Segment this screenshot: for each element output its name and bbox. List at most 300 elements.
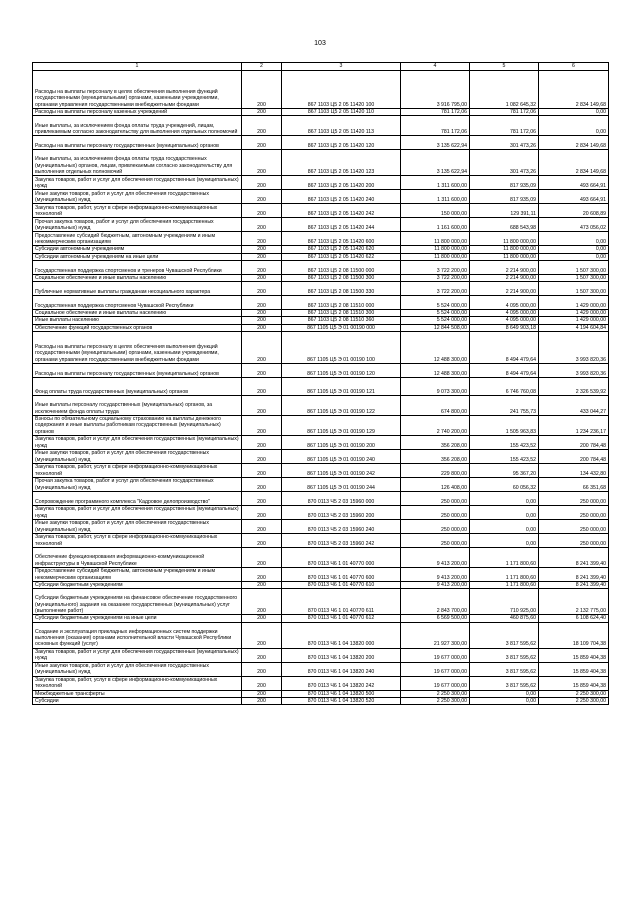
row-planned: 19 677 000,00 [401,662,470,676]
table-row [33,253,609,260]
row-planned: 3 916 795,00 [401,71,470,109]
row-classification: 870 0113 Ч6 1 01 40770 612 [282,615,401,622]
row-code: 200 [242,534,282,548]
table-row [33,622,609,648]
table-row [33,317,609,324]
row-name: Субсидии [33,697,242,704]
table-row [33,260,609,274]
row-planned: 5 524 000,00 [401,317,470,324]
row-name: Закупка товаров, работ и услуг для обеспечения государственных (муниципальных) нужд [33,436,242,450]
row-name: Закупка товаров, работ, услуг в сфере информационно-коммуникационных технологий [33,534,242,548]
row-planned: 12 844 508,00 [401,324,470,331]
row-planned: 3 722 200,00 [401,260,470,274]
row-executed: 0,00 [470,534,539,548]
row-planned: 19 677 000,00 [401,676,470,690]
row-classification: 870 0113 Ч6 1 04 13820 500 [282,690,401,697]
row-executed: 710 925,00 [470,589,539,615]
row-planned: 2 250 300,00 [401,697,470,704]
row-classification: 870 0113 Ч5 2 03 15960 242 [282,534,401,548]
row-code: 200 [242,190,282,204]
row-code: 200 [242,582,282,589]
row-remaining: 0,00 [539,116,609,136]
row-executed: 95 367,20 [470,464,539,478]
table-row [33,274,609,281]
row-executed: 0,00 [470,690,539,697]
row-code: 200 [242,253,282,260]
row-planned: 781 172,06 [401,109,470,116]
row-code: 200 [242,310,282,317]
row-remaining: 473 056,02 [539,218,609,232]
row-classification: 867 1105 Ц5 Э 01 00190 242 [282,464,401,478]
row-planned: 150 000,00 [401,204,470,218]
row-classification: 870 0113 Ч5 2 03 15960 000 [282,492,401,506]
budget-execution-table [32,62,609,705]
row-classification: 870 0113 Ч6 1 04 13820 520 [282,697,401,704]
row-remaining: 2 834 149,68 [539,136,609,150]
row-planned: 5 524 000,00 [401,310,470,317]
row-planned: 21 927 300,00 [401,622,470,648]
row-name: Иные выплаты, за исключением фонда оплаты труда учреждений, лицам, привлекаемым согласно законодательству для выполнения отдельных полномочий [33,116,242,136]
row-name: Иные закупки товаров, работ и услуг для обеспечения государственных (муниципальных) нужд [33,520,242,534]
row-executed: 4 095 000,00 [470,317,539,324]
table-row [33,697,609,704]
row-planned: 1 311 600,00 [401,176,470,190]
row-classification: 870 0113 Ч5 2 03 15960 200 [282,506,401,520]
row-name: Субсидии бюджетным учреждениям [33,582,242,589]
table-row [33,548,609,568]
row-classification: 867 1105 Ц5 Э 01 00190 244 [282,478,401,492]
row-code: 200 [242,478,282,492]
column-number: 3 [282,63,401,71]
row-remaining: 1 429 000,00 [539,310,609,317]
row-classification: 867 1103 Ц5 2 08 11510 300 [282,310,401,317]
row-code: 200 [242,324,282,331]
row-remaining: 250 000,00 [539,520,609,534]
row-planned: 229 800,00 [401,464,470,478]
row-executed: 460 875,60 [470,615,539,622]
row-planned: 9 413 200,00 [401,582,470,589]
row-planned: 11 800 000,00 [401,246,470,253]
row-executed: 1 082 645,32 [470,71,539,109]
row-remaining: 1 429 000,00 [539,296,609,310]
table-row [33,534,609,548]
row-remaining: 134 432,80 [539,464,609,478]
row-name: Фонд оплаты труда государственных (муниципальных) органов [33,378,242,396]
row-classification: 867 1103 Ц5 2 05 11420 244 [282,218,401,232]
row-remaining: 0,00 [539,232,609,246]
row-classification: 870 0113 Ч6 1 01 40770 000 [282,548,401,568]
row-executed: 688 543,98 [470,218,539,232]
row-executed: 11 800 000,00 [470,253,539,260]
row-name: Прочая закупка товаров, работ и услуг для обеспечения государственных (муниципальных) нужд [33,218,242,232]
table-row [33,378,609,396]
row-classification: 870 0113 Ч5 2 03 15960 240 [282,520,401,534]
row-name: Сопровождение программного комплекса "Кадровое делопроизводство" [33,492,242,506]
row-remaining: 6 108 624,40 [539,615,609,622]
row-classification: 867 1105 Ц5 Э 01 00190 100 [282,332,401,364]
row-code: 200 [242,109,282,116]
row-planned: 12 488 300,00 [401,364,470,378]
page-number: 103 [314,40,326,47]
row-planned: 250 000,00 [401,506,470,520]
row-remaining: 493 664,91 [539,176,609,190]
row-code: 200 [242,697,282,704]
row-planned: 19 677 000,00 [401,648,470,662]
row-code: 200 [242,204,282,218]
row-executed: 8 494 479,64 [470,332,539,364]
table-row [33,204,609,218]
row-classification: 870 0113 Ч6 1 04 13820 240 [282,662,401,676]
row-code: 200 [242,71,282,109]
table-row [33,450,609,464]
row-executed: 781 172,06 [470,109,539,116]
row-remaining: 2 250 300,00 [539,690,609,697]
row-name: Расходы на выплаты персоналу в целях обеспечения выполнения функций государственными (муниципальными) органами, казенными учреждениями, органами управления государственными внебюджетными фондами [33,71,242,109]
row-code: 200 [242,676,282,690]
row-name: Иные закупки товаров, работ и услуг для обеспечения государственных (муниципальных) нужд [33,662,242,676]
row-remaining: 1 507 300,00 [539,260,609,274]
row-planned: 2 843 700,00 [401,589,470,615]
column-number: 6 [539,63,609,71]
row-code: 200 [242,520,282,534]
row-classification: 867 1103 Ц5 2 05 11420 622 [282,253,401,260]
row-code: 200 [242,274,282,281]
column-number-row [33,63,609,71]
row-code: 200 [242,662,282,676]
row-code: 200 [242,506,282,520]
row-planned: 3 135 622,94 [401,136,470,150]
row-code: 200 [242,648,282,662]
row-remaining: 433 044,27 [539,396,609,416]
table-row [33,492,609,506]
row-planned: 9 073 300,00 [401,378,470,396]
row-executed: 781 172,06 [470,116,539,136]
row-executed: 2 214 900,00 [470,282,539,296]
row-code: 200 [242,622,282,648]
table-row [33,282,609,296]
row-classification: 870 0113 Ч6 1 01 40770 600 [282,568,401,582]
row-classification: 867 1103 Ц5 2 05 11420 113 [282,116,401,136]
row-executed: 3 817 595,62 [470,648,539,662]
row-remaining: 250 000,00 [539,534,609,548]
row-classification: 867 1103 Ц5 2 05 11420 123 [282,150,401,176]
row-remaining: 2 250 300,00 [539,697,609,704]
row-name: Социальное обеспечение и иные выплаты населению [33,274,242,281]
row-executed: 8 494 479,64 [470,364,539,378]
column-number: 4 [401,63,470,71]
row-executed: 301 473,26 [470,150,539,176]
table-row [33,416,609,436]
row-executed: 0,00 [470,492,539,506]
row-code: 200 [242,176,282,190]
table-row [33,324,609,331]
table-row [33,190,609,204]
row-classification: 867 1105 Ц5 Э 01 00190 240 [282,450,401,464]
table-row [33,116,609,136]
row-remaining: 2 834 149,68 [539,150,609,176]
row-executed: 0,00 [470,697,539,704]
row-executed: 11 800 000,00 [470,232,539,246]
row-remaining: 15 859 404,38 [539,662,609,676]
row-name: Создание и эксплуатация прикладных информационных систем поддержки выполнения (оказания) органами исполнительной власти Чувашской Республики основных функций (услуг) [33,622,242,648]
row-classification: 867 1103 Ц5 2 05 11420 620 [282,246,401,253]
row-remaining: 493 664,91 [539,190,609,204]
row-remaining: 8 241 399,40 [539,568,609,582]
row-classification: 867 1105 Ц5 Э 01 00190 120 [282,364,401,378]
row-classification: 867 1103 Ц5 2 08 11500 300 [282,274,401,281]
row-name: Субсидии автономным учреждениям [33,246,242,253]
row-executed: 0,00 [470,520,539,534]
row-remaining: 15 859 404,38 [539,648,609,662]
row-classification: 867 1103 Ц5 2 05 11420 100 [282,71,401,109]
row-code: 200 [242,150,282,176]
row-planned: 1 311 600,00 [401,190,470,204]
row-classification: 867 1103 Ц5 2 08 11510 000 [282,296,401,310]
row-classification: 867 1103 Ц5 2 08 11510 360 [282,317,401,324]
row-classification: 867 1103 Ц5 2 05 11420 240 [282,190,401,204]
row-name: Закупка товаров, работ и услуг для обеспечения государственных (муниципальных) нужд [33,648,242,662]
row-classification: 867 1103 Ц5 2 05 11420 120 [282,136,401,150]
row-classification: 870 0113 Ч6 1 01 40770 610 [282,582,401,589]
row-name: Иные закупки товаров, работ и услуг для обеспечения государственных (муниципальных) нужд [33,450,242,464]
row-name: Предоставление субсидий бюджетным, автономным учреждениям и иным некоммерческим организациям [33,232,242,246]
row-remaining: 8 241 399,40 [539,582,609,589]
row-classification: 867 1105 Ц5 Э 01 00190 122 [282,396,401,416]
row-planned: 3 722 200,00 [401,274,470,281]
row-planned: 250 000,00 [401,520,470,534]
row-remaining: 2 834 149,68 [539,71,609,109]
row-code: 200 [242,396,282,416]
row-executed: 3 817 595,62 [470,662,539,676]
table-row [33,648,609,662]
row-planned: 781 172,06 [401,116,470,136]
row-code: 200 [242,615,282,622]
row-code: 200 [242,116,282,136]
row-remaining: 250 000,00 [539,492,609,506]
row-classification: 867 1105 Ц5 Э 01 00190 129 [282,416,401,436]
row-planned: 356 208,00 [401,436,470,450]
table-row [33,232,609,246]
row-remaining: 4 194 604,84 [539,324,609,331]
row-remaining: 200 784,48 [539,450,609,464]
table-row [33,506,609,520]
row-planned: 126 408,00 [401,478,470,492]
row-executed: 1 171 800,60 [470,548,539,568]
row-executed: 4 095 000,00 [470,310,539,317]
column-number: 5 [470,63,539,71]
row-code: 200 [242,436,282,450]
column-number: 1 [33,63,242,71]
row-planned: 9 413 200,00 [401,568,470,582]
row-remaining: 1 507 300,00 [539,274,609,281]
table-row [33,436,609,450]
table-body [33,71,609,705]
row-remaining: 200 784,48 [539,436,609,450]
row-code: 200 [242,282,282,296]
row-planned: 3 722 200,00 [401,282,470,296]
row-executed: 155 423,52 [470,450,539,464]
row-executed: 3 817 595,62 [470,622,539,648]
row-classification: 867 1103 Ц5 2 05 11420 200 [282,176,401,190]
row-planned: 5 524 000,00 [401,296,470,310]
table-row [33,615,609,622]
row-executed: 129 391,11 [470,204,539,218]
row-executed: 60 056,32 [470,478,539,492]
row-code: 200 [242,464,282,478]
row-name: Закупка товаров, работ, услуг в сфере информационно-коммуникационных технологий [33,464,242,478]
row-name: Иные закупки товаров, работ и услуг для обеспечения государственных (муниципальных) нужд [33,190,242,204]
row-code: 200 [242,568,282,582]
row-name: Субсидии бюджетным учреждениям на финансовое обеспечение государственного (муниципального) задания на оказание государственных (муниципальных) услуг (выполнение работ) [33,589,242,615]
row-remaining: 3 993 820,36 [539,332,609,364]
row-remaining: 18 109 704,38 [539,622,609,648]
row-classification: 867 1103 Ц5 2 05 11420 600 [282,232,401,246]
row-planned: 11 800 000,00 [401,232,470,246]
table-row [33,332,609,364]
table-row [33,150,609,176]
row-planned: 3 135 622,94 [401,150,470,176]
row-executed: 6 746 760,08 [470,378,539,396]
row-executed: 2 214 900,00 [470,260,539,274]
row-executed: 817 935,09 [470,176,539,190]
table-row [33,310,609,317]
row-name: Расходы на выплаты персоналу казенных учреждений [33,109,242,116]
row-executed: 1 171 800,60 [470,568,539,582]
row-executed: 817 935,09 [470,190,539,204]
row-name: Иные выплаты населению [33,317,242,324]
row-executed: 155 423,52 [470,436,539,450]
row-code: 200 [242,378,282,396]
row-remaining: 2 326 539,92 [539,378,609,396]
row-classification: 867 1103 Ц5 2 08 11500 000 [282,260,401,274]
table-row [33,582,609,589]
row-name: Иные выплаты, за исключением фонда оплаты труда государственных (муниципальных) органов, лицам, привлекаемым согласно законодательству для выполнения отдельных полномочий [33,150,242,176]
row-name: Прочая закупка товаров, работ и услуг для обеспечения государственных (муниципальных) нужд [33,478,242,492]
row-planned: 9 413 200,00 [401,548,470,568]
row-name: Иные выплаты персоналу государственных (муниципальных) органов, за исключением фонда оплаты труда [33,396,242,416]
row-name: Расходы на выплаты персоналу государственных (муниципальных) органов [33,136,242,150]
row-name: Межбюджетные трансферты [33,690,242,697]
row-remaining: 8 241 399,40 [539,548,609,568]
row-classification: 870 0113 Ч6 1 04 13820 200 [282,648,401,662]
row-remaining: 15 859 404,38 [539,676,609,690]
table-row [33,520,609,534]
row-name: Социальное обеспечение и иные выплаты населению [33,310,242,317]
row-planned: 2 250 300,00 [401,690,470,697]
row-planned: 12 488 300,00 [401,332,470,364]
row-name: Расходы на выплаты персоналу государственных (муниципальных) органов [33,364,242,378]
row-classification: 870 0113 Ч6 1 04 13820 000 [282,622,401,648]
row-planned: 674 800,00 [401,396,470,416]
row-classification: 867 1103 Ц5 2 05 11420 242 [282,204,401,218]
row-name: Государственная поддержка спортсменов и тренеров Чувашской Республики [33,260,242,274]
row-code: 200 [242,136,282,150]
row-code: 200 [242,260,282,274]
row-code: 200 [242,450,282,464]
column-number: 2 [242,63,282,71]
table-row [33,568,609,582]
table-row [33,136,609,150]
table-row [33,478,609,492]
row-classification: 867 1103 Ц5 2 08 11500 330 [282,282,401,296]
row-remaining: 3 993 820,36 [539,364,609,378]
row-name: Субсидии автономным учреждениям на иные цели [33,253,242,260]
table-row [33,218,609,232]
row-executed: 11 800 000,00 [470,246,539,253]
row-classification: 870 0113 Ч6 1 04 13820 242 [282,676,401,690]
row-name: Закупка товаров, работ и услуг для обеспечения государственных (муниципальных) нужд [33,506,242,520]
row-classification: 867 1105 Ц5 Э 01 00190 000 [282,324,401,331]
table-row [33,464,609,478]
row-executed: 4 095 000,00 [470,296,539,310]
row-remaining: 0,00 [539,253,609,260]
row-name: Обеспечение функций государственных органов [33,324,242,331]
table-row [33,176,609,190]
row-code: 200 [242,492,282,506]
row-name: Публичные нормативные выплаты гражданам несоциального характера [33,282,242,296]
row-remaining: 2 132 775,00 [539,589,609,615]
row-code: 200 [242,218,282,232]
row-executed: 3 817 595,62 [470,676,539,690]
table-row [33,296,609,310]
table-row [33,676,609,690]
row-classification: 867 1105 Ц5 Э 01 00190 200 [282,436,401,450]
row-remaining: 1 429 000,00 [539,317,609,324]
row-executed: 8 649 903,18 [470,324,539,331]
row-planned: 250 000,00 [401,534,470,548]
row-remaining: 20 608,89 [539,204,609,218]
row-planned: 356 208,00 [401,450,470,464]
table-row [33,690,609,697]
row-remaining: 0,00 [539,246,609,253]
row-code: 200 [242,548,282,568]
row-name: Закупка товаров, работ, услуг в сфере информационно-коммуникационных технологий [33,204,242,218]
row-executed: 2 214 900,00 [470,274,539,281]
row-name: Государственная поддержка спортсменов Чувашской Республики [33,296,242,310]
row-planned: 11 800 000,00 [401,253,470,260]
row-name: Обеспечение функционирования информационно-коммуникационной инфраструктуры в Чувашской Республике [33,548,242,568]
row-code: 200 [242,690,282,697]
row-classification: 867 1105 Ц5 Э 01 00190 121 [282,378,401,396]
row-planned: 250 000,00 [401,492,470,506]
row-name: Субсидии бюджетным учреждениям на иные цели [33,615,242,622]
row-name: Закупка товаров, работ, услуг в сфере информационно-коммуникационных технологий [33,676,242,690]
table-row [33,246,609,253]
row-planned: 2 740 200,00 [401,416,470,436]
row-code: 200 [242,364,282,378]
row-code: 200 [242,416,282,436]
row-remaining: 66 351,68 [539,478,609,492]
row-name: Взносы по обязательному социальному страхованию на выплаты денежного содержания и иные выплаты работникам государственных (муниципальных) органов [33,416,242,436]
row-remaining: 1 507 300,00 [539,282,609,296]
row-executed: 1 171 800,60 [470,582,539,589]
row-code: 200 [242,332,282,364]
row-remaining: 0,00 [539,109,609,116]
row-planned: 6 569 500,00 [401,615,470,622]
row-classification: 867 1103 Ц5 2 05 11420 110 [282,109,401,116]
row-name: Закупка товаров, работ и услуг для обеспечения государственных (муниципальных) нужд [33,176,242,190]
table-row [33,662,609,676]
row-executed: 1 505 963,83 [470,416,539,436]
row-name: Предоставление субсидий бюджетным, автономным учреждениям и иным некоммерческим организациям [33,568,242,582]
row-planned: 1 161 600,00 [401,218,470,232]
row-classification: 870 0113 Ч6 1 01 40770 611 [282,589,401,615]
row-remaining: 250 000,00 [539,506,609,520]
row-code: 200 [242,589,282,615]
row-executed: 241 755,73 [470,396,539,416]
row-executed: 301 473,26 [470,136,539,150]
row-code: 200 [242,232,282,246]
